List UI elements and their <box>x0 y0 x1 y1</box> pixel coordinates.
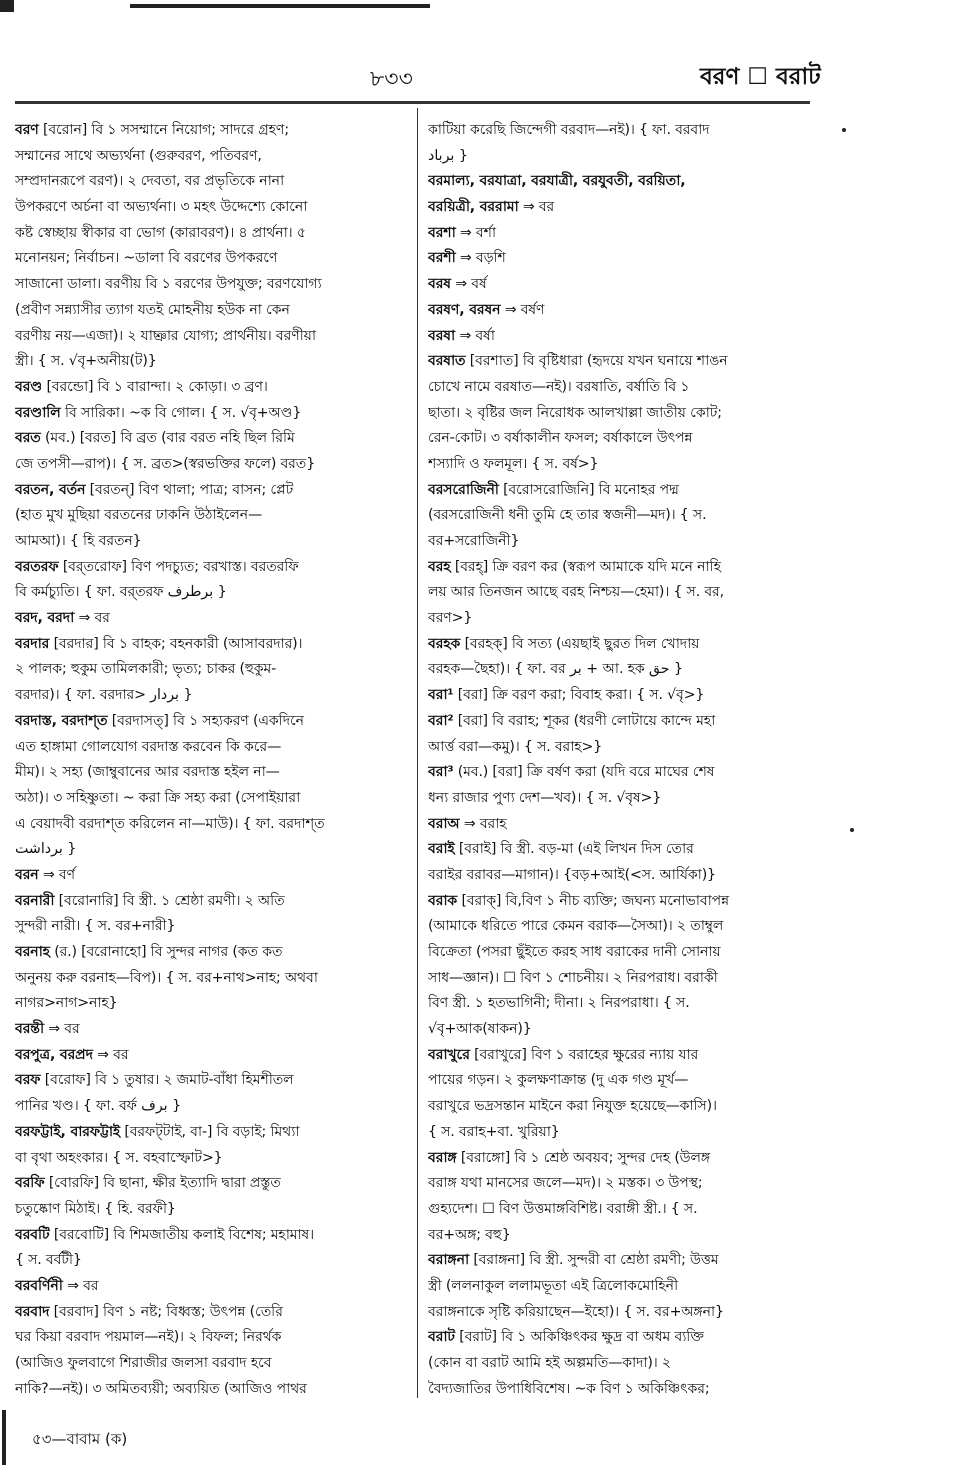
entry-line <box>15 632 413 658</box>
headword: বরষা <box>428 327 456 344</box>
definition-line <box>15 169 413 195</box>
definition-line <box>15 144 413 170</box>
definition-text: রেন-কোট। ৩ বর্ষাকালীন ফসল; বর্ষাকালে উৎপন্ন <box>428 430 693 447</box>
definition-text: (আজিও ফুলবাগে শিরাজীর জলসা বরবাদ হবে <box>15 1355 272 1371</box>
left-column <box>15 118 413 1402</box>
guide-words: বরণ ☐ বরাট <box>700 64 821 90</box>
headword: বরহ <box>428 558 451 575</box>
scan-speck <box>842 128 846 132</box>
headword: বরা¹ <box>428 687 454 704</box>
definition-line <box>428 914 818 940</box>
entry-line <box>15 889 413 915</box>
headword: বরফ <box>15 1072 41 1089</box>
headword: বরবাদ <box>15 1303 50 1320</box>
definition-text: ⇒ বর্ষ <box>450 276 487 293</box>
headword: বরফট্টাই, বারফট্টাই <box>15 1123 121 1140</box>
definition-line <box>15 503 413 529</box>
definition-line <box>428 452 818 478</box>
definition-text: ⇒ বরাহ <box>459 815 507 832</box>
entry-line <box>428 760 818 786</box>
definition-line <box>428 991 818 1017</box>
definition-line <box>428 966 818 992</box>
definition-line <box>428 580 818 606</box>
definition-text: বা বৃথা অহংকার। { স. বহবাস্ফোট>} <box>15 1149 223 1166</box>
definition-text: সাধ—জ্ঞান)। ☐ বিণ ১ শোচনীয়। ২ নিরপরাধ। বরাকী <box>428 969 718 986</box>
definition-text: ⇒ বর <box>43 1021 80 1038</box>
entry-line <box>428 349 818 375</box>
definition-text: (মব.) [বরত] বি ব্রত (বার বরত নহি ছিল রিমি <box>40 430 295 447</box>
definition-line <box>428 1197 818 1223</box>
definition-line <box>15 991 413 1017</box>
headword: বরষ <box>428 276 451 293</box>
entry-line <box>15 709 413 735</box>
entry-line <box>15 1274 413 1300</box>
entry-line <box>15 401 413 427</box>
entry-line <box>428 1325 818 1351</box>
definition-text: বরাখুরে ভদ্রসন্তান মাইনে করা নিযুক্ত হয়েছে—কাসি)। <box>428 1098 717 1115</box>
definition-text: বর+সরোজিনী} <box>428 533 520 549</box>
headword: বরহক <box>428 635 461 652</box>
entry-line <box>428 683 818 709</box>
definition-text: স্ত্রী (ললনাকুল ললামভূতা এই ত্রিলোকমোহিনী <box>428 1277 678 1294</box>
headword: বরা² <box>428 712 454 729</box>
definition-line <box>428 1351 818 1377</box>
definition-line <box>15 195 413 221</box>
entry-line <box>15 118 413 144</box>
definition-line <box>15 657 413 683</box>
definition-text: [বরোনারি] বি স্ত্রী. ১ শ্রেষ্ঠা রমণী। ২ অতি <box>54 892 285 909</box>
entry-line <box>428 1043 818 1069</box>
definition-text: বরণীয় নয়—এজা)। ২ যাচ্ঞার যোগ্য; প্রার্থনীয়। বরণীয়া <box>15 327 316 344</box>
definition-text: (বরসরোজিনী ধনী তুমি হে তার স্বজনী—মদ)। { স. <box>428 507 707 524</box>
entry-line <box>428 272 818 298</box>
definition-text: ⇒ বর্ণ <box>38 866 75 883</box>
definition-text: [বরা] বি বরাহ; শূকর (ধরণী লোটায়ে কান্দে মহা <box>453 712 716 729</box>
entry-line <box>428 298 818 324</box>
definition-text: উপকরণে অর্চনা বা অভ্যর্থনা। ৩ মহৎ উদ্দেশ্যে কোনো <box>15 199 308 216</box>
definition-text: অনুনয় করু বরনাহ—বিপ)। { স. বর+নাথ>নাহ; অথবা <box>15 969 318 986</box>
definition-text: (আমাকে ধরিতে পারে কেমন বরাক—সৈআ)। ২ তাম্বুল <box>428 918 724 935</box>
definition-line <box>15 1248 413 1274</box>
definition-text: সম্প্রদানরূপে বরণ)। ২ দেবতা, বর প্রভৃতিকে নানা <box>15 173 285 190</box>
definition-text: বরহক—ছৈহা)। { ফা. বর بر + আ. হক حق } <box>428 661 683 678</box>
definition-text: স্ত্রী। { স. √বৃ+অনীয়(ট)} <box>15 353 157 370</box>
definition-text: বরাঙ্গ যথা মানসের জলে—মদ)। ২ মস্তক। ৩ উপস্থ; <box>428 1175 703 1192</box>
headword: বরবটি <box>15 1226 50 1243</box>
definition-line <box>428 735 818 761</box>
definition-text: বরদার)। { ফা. বরদার> بردار } <box>15 687 193 704</box>
headword: বরাই <box>428 841 455 858</box>
definition-text: [বরতন্] বিণ থালা; পাত্র; বাসন; প্লেট <box>85 481 294 498</box>
entry-line <box>428 1146 818 1172</box>
definition-text: [বরাক্] বি,বিণ ১ নীচ ব্যক্তি; জঘন্য মনোভাবাপন্ন <box>457 892 729 909</box>
definition-line <box>428 401 818 427</box>
definition-text: বি কর্মচ্যুতি। { ফা. বর্‌তরফ برطرف } <box>15 584 227 601</box>
definition-line <box>428 144 818 170</box>
entry-line <box>428 324 818 350</box>
definition-text: মনোনয়ন; নির্বাচন। ~ডালা বি বরণের উপকরণে <box>15 250 278 267</box>
definition-text: [বর্‌তরোফ] বিণ পদচ্যুত; বরখাস্ত। বরতরফি <box>58 558 299 575</box>
headword: বরাঙ্গনা <box>428 1252 470 1269</box>
definition-text: [বরাখুরে] বিণ ১ বরাহের ক্ষুরের ন্যায় যার <box>469 1046 699 1063</box>
definition-text: পায়ের গড়ন। ২ কুলক্ষণাক্রান্ত (দু এক গণ্ড মূর্খ— <box>428 1072 689 1089</box>
definition-text: (হাত মুখ মুছিয়া বরতনের ঢাকনি উঠাইলেন— <box>15 507 263 524</box>
definition-text: এত হাঙ্গামা গোলযোগ বরদাস্ত করবেন কি করে— <box>15 738 282 755</box>
definition-line <box>15 452 413 478</box>
definition-line <box>428 863 818 889</box>
headword: বরফি <box>15 1175 45 1192</box>
definition-text: [বরদার] বি ১ বাহক; বহনকারী (আসাবরদার)। <box>49 635 303 652</box>
headword: বরত <box>15 430 41 447</box>
definition-text: ⇒ বর <box>74 610 110 627</box>
definition-text: برباد } <box>428 147 468 164</box>
definition-text: [বরাট] বি ১ অকিঞ্চিৎকর ক্ষুদ্র বা অধম ব্যক্তি <box>454 1329 704 1346</box>
definition-line <box>428 940 818 966</box>
definition-text: সাজানো ডালা। বরণীয় বি ১ বরণের উপযুক্ত; বরণযোগ্য <box>15 276 322 293</box>
definition-line <box>15 812 413 838</box>
entry-line <box>15 1120 413 1146</box>
definition-text: ⇒ বর <box>92 1046 129 1063</box>
definition-text: ধন্য রাজার পুণ্য দেশ—খব)। { স. √বৃষ>} <box>428 789 662 806</box>
headword: বরণ্ড <box>15 378 43 395</box>
definition-text: [বোরফি] বি ছানা, ক্ষীর ইত্যাদি দ্বারা প্রস্তুত <box>44 1175 281 1192</box>
definition-text: ⇒ বর্শা <box>455 224 496 241</box>
entry-line <box>428 246 818 272</box>
definition-text: আমআ)। { হি বরতন} <box>15 533 142 549</box>
definition-text: চোখে নামে বরষাত—নই)। বরষাতি, বর্ষাতি বি ১ <box>428 378 690 395</box>
entry-line <box>15 1171 413 1197</box>
definition-text: ⇒ বড়শি <box>455 250 506 267</box>
entry-line <box>15 426 413 452</box>
definition-line <box>15 298 413 324</box>
definition-line <box>15 735 413 761</box>
definition-text: জে তপসী—রাপ)। { স. ব্রত>(স্বরভক্তির ফলে) বরত} <box>15 455 316 472</box>
definition-line <box>428 1223 818 1249</box>
definition-line <box>15 1094 413 1120</box>
headword: বরনাহ <box>15 944 50 960</box>
definition-text: ⇒ বর <box>518 199 555 216</box>
definition-text: [বরাই] বি স্ত্রী. বড়-মা (এই লিখন দিস তোর <box>454 841 694 858</box>
definition-text: মীম)। ২ সহ্য (জাম্বুবানের আর বরদাস্ত হইল না— <box>15 764 280 781</box>
entry-line <box>428 709 818 735</box>
definition-line <box>428 1377 818 1403</box>
definition-text: { স. বর্বটী} <box>15 1252 82 1269</box>
headword: বরতন, বর্তন <box>15 481 86 498</box>
definition-line <box>428 786 818 812</box>
definition-text: ২ পালক; হুকুম তামিলকারী; ভৃত্য; চাকর (হুকুম- <box>15 661 277 678</box>
definition-text: [বরবোটি] বি শিমজাতীয় কলাই বিশেষ; মহামাষ। <box>49 1226 315 1243</box>
definition-text: নাকি?—নই)। ৩ অমিতব্যয়ী; অব্যয়িত (আজিও পাথর <box>15 1380 307 1397</box>
headword: বরাঅ <box>428 815 460 832</box>
headword: বরাক <box>428 892 458 909</box>
headword: বরপুত্র, বরপ্রদ <box>15 1046 93 1063</box>
definition-line <box>15 272 413 298</box>
definition-text: (প্রবীণ সন্ন্যাসীর ত্যাগ যতই মোহনীয় হউক না কেন <box>15 301 290 318</box>
entry-line <box>428 221 818 247</box>
definition-line <box>15 914 413 940</box>
entry-line <box>428 837 818 863</box>
definition-line <box>428 606 818 632</box>
scan-speck <box>850 828 854 832</box>
headword: বরদার <box>15 635 50 652</box>
entry-line <box>428 478 818 504</box>
definition-line <box>15 760 413 786</box>
definition-text: সুন্দরী নারী। { স. বর+নারী} <box>15 918 176 935</box>
definition-line <box>15 1146 413 1172</box>
headword: বরষাত <box>428 353 466 370</box>
definition-text: বৈদ্যজাতির উপাধিবিশেষ। ~ক বিণ ১ অকিঞ্চিৎকর; <box>428 1380 710 1397</box>
definition-text: [বরহক্] বি সত্য (এয়ছাই ছুরত দিল খোদায় <box>460 635 700 652</box>
definition-text: (মব.) [বরা] ক্রি বর্ষণ করা (যদি বরে মাঘের শেষ <box>453 764 715 781</box>
definition-line <box>428 426 818 452</box>
definition-line <box>428 1017 818 1043</box>
headword: বরসরোজিনী <box>428 481 499 498</box>
definition-text: [বরন্ডো] বি ১ বারান্দা। ২ কোড়া। ৩ ব্রণ। <box>42 378 268 395</box>
headword: বরণ্ডালি <box>15 404 61 421</box>
definition-line <box>15 683 413 709</box>
headword: বরাঙ্গ <box>428 1149 457 1166</box>
definition-text: [বরা] ক্রি বরণ করা; বিবাহ করা। { স. √বৃ>} <box>453 687 705 704</box>
headword: বরশী <box>428 250 456 267</box>
definition-text: গুহ্যদেশ। ☐ বিণ উত্তমাঙ্গবিশিষ্ট। বরাঙ্গী স্ত্রী.। { স. <box>428 1200 698 1217</box>
definition-line <box>15 349 413 375</box>
definition-line <box>15 966 413 992</box>
entry-line <box>15 1223 413 1249</box>
definition-text: [বরোন] বি ১ সসম্মানে নিয়োগ; সাদরে গ্রহণ; <box>38 122 289 138</box>
definition-text: আর্ত্ত বরা—কমু)। { স. বরাহ>} <box>428 738 603 755</box>
headword: বরাখুরে <box>428 1046 470 1063</box>
headword: বরবর্ণিনী <box>15 1277 63 1294</box>
definition-text: বর+অঙ্গ; বহু} <box>428 1226 511 1243</box>
entry-line <box>428 889 818 915</box>
entry-line <box>428 632 818 658</box>
headword: বরন <box>15 866 39 883</box>
definition-text: ছাতা। ২ বৃষ্টির জল নিরোধক আলখাল্লা জাতীয় কোট; <box>428 404 722 421</box>
definition-line <box>15 529 413 555</box>
definition-text: পানির খণ্ড। { ফা. বর্ফ برف } <box>15 1098 181 1115</box>
entry-line <box>15 478 413 504</box>
definition-text: বিণ স্ত্রী. ১ হতভাগিনী; দীনা। ২ নিরপরাধা। { স. <box>428 995 690 1012</box>
definition-line <box>15 837 413 863</box>
definition-text: برداشت } <box>15 841 77 858</box>
definition-text: [বরদাসত্] বি ১ সহ্যকরণ (একদিনে <box>107 712 304 729</box>
definition-text: কাটিয়া করেছি জিন্দেগী বরবাদ—নই)। { ফা. বরবাদ <box>428 122 710 138</box>
headword: বরদাস্ত, বরদাশ্‌ত <box>15 712 108 729</box>
definition-line <box>428 657 818 683</box>
definition-text: [বরোসরোজিনি] বি মনোহর পদ্ম <box>498 481 679 498</box>
definition-text: [বরশাত] বি বৃষ্টিধারা (হৃদয়ে যখন ঘনায়ে শাঙন <box>465 353 728 370</box>
definition-text: ঘর কিয়া বরবাদ পয়মাল—নই)। ২ বিফল; নিরর্থক <box>15 1329 282 1346</box>
entry-line <box>15 940 413 966</box>
definition-text: বরাঙ্গনাকে সৃষ্টি করিয়াছেন—ইহো)। { স. বর+অঙ্গনা} <box>428 1303 724 1320</box>
headword: বরয়িত্রী, বররামা <box>428 199 519 216</box>
definition-line <box>15 246 413 272</box>
headword: বরাট <box>428 1329 455 1346</box>
definition-line <box>15 221 413 247</box>
top-scan-rule <box>130 4 430 8</box>
entry-line <box>428 812 818 838</box>
definition-text: [বরাঙ্গনা] বি স্ত্রী. সুন্দরী বা শ্রেষ্ঠা রমণী; উত্তম <box>469 1252 719 1269</box>
definition-line <box>428 1274 818 1300</box>
headword: বরদ, বরদা <box>15 610 75 627</box>
definition-line <box>15 1197 413 1223</box>
definition-line <box>15 1325 413 1351</box>
entry-line <box>15 1068 413 1094</box>
definition-text: [বরবাদ] বিণ ১ নষ্ট; বিধ্বস্ত; উৎপন্ন (তেরি <box>49 1303 283 1320</box>
definition-line <box>15 1351 413 1377</box>
header-rule <box>15 101 810 104</box>
entry-line <box>15 863 413 889</box>
definition-line <box>428 1094 818 1120</box>
definition-text: চতুষ্কোণ মিঠাই। { হি. বরফী} <box>15 1200 176 1217</box>
entry-line <box>15 1300 413 1326</box>
definition-text: বরণ>} <box>428 610 473 627</box>
definition-line <box>428 1300 818 1326</box>
definition-text: (কোন বা বরাট আমি হই অল্পমতি—কাদা)। ২ <box>428 1355 671 1371</box>
definition-text: কষ্ট স্বেচ্ছায় স্বীকার বা ভোগ (কারাবরণ)। ৪ প্রার্থনা। ৫ <box>15 224 306 241</box>
definition-line <box>15 580 413 606</box>
definition-text: এ বেয়াদবী বরদাশ্‌ত করিলেন না—মাউ)। { ফা. বরদাশ্‌ত <box>15 815 325 832</box>
definition-text: ⇒ বর্ষণ <box>500 301 545 318</box>
definition-text: সম্মানের সাথে অভ্যর্থনা (গুরুবরণ, পতিবরণ, <box>15 147 262 164</box>
entry-line <box>15 1017 413 1043</box>
definition-line <box>15 324 413 350</box>
entry-line <box>428 555 818 581</box>
headword: বরষণ, বরষন <box>428 301 501 318</box>
definition-text: √বৃ+আক(ষাকন)} <box>428 1021 532 1038</box>
definition-text: শস্যাদি ও ফলমূল। { স. বর্ষ>} <box>428 455 599 472</box>
entry-line <box>15 1043 413 1069</box>
entry-line <box>15 606 413 632</box>
definition-line <box>428 503 818 529</box>
headword: বরণ <box>15 122 39 138</box>
definition-line <box>15 1377 413 1403</box>
definition-text: ⇒ বর <box>62 1277 99 1294</box>
definition-line <box>428 375 818 401</box>
headword: বরতরফ <box>15 558 59 575</box>
definition-text: { স. বরাহ+বা. খুরিয়া} <box>428 1123 560 1140</box>
definition-text: [বরোফ] বি ১ তুষার। ২ জমাট-বাঁধা হিমশীতল <box>40 1072 294 1089</box>
definition-text: [বরাঙ্গো] বি ১ শ্রেষ্ঠ অবয়ব; সুন্দর দেহ (উলঙ্গ <box>456 1149 711 1166</box>
definition-text: লয় আর তিনজন আছে বরহ নিশ্চয়—হেমা)। { স. বর, <box>428 584 724 601</box>
footer-scan-mark <box>2 1410 6 1465</box>
definition-line <box>428 529 818 555</box>
headword: বরন্তী <box>15 1021 44 1038</box>
definition-line <box>428 118 818 144</box>
headword: বরনারী <box>15 892 55 909</box>
entry-line <box>428 169 818 195</box>
definition-text: [বরফট্‌টাই, বা-] বি বড়াই; মিথ্যা <box>120 1123 300 1140</box>
page-number: ৮৩৩ <box>370 67 413 92</box>
definition-text: ⇒ বর্ষা <box>455 327 495 344</box>
definition-text: বরাইর বরাবর—মাগান)। {বড়+আই(<স. আর্যিকা)} <box>428 866 716 883</box>
definition-text: [বরহ্] ক্রি বরণ কর (স্বরূপ আমাকে যদি মনে নাহি <box>450 558 721 575</box>
footer-signature: ৫৩—বাবাম (ক) <box>32 1430 128 1448</box>
definition-line <box>428 1171 818 1197</box>
definition-text: (র.) [বরোনাহো] বি সুন্দর নাগর (কত কত <box>49 944 283 960</box>
right-column <box>428 118 818 1402</box>
column-divider <box>417 108 418 1398</box>
definition-line <box>15 786 413 812</box>
definition-text: বিক্রেতা (পসরা ছুঁইতে করহ সাধ বরাকের দানী সোনায় <box>428 944 721 960</box>
entry-line <box>428 195 818 221</box>
definition-line <box>428 1120 818 1146</box>
entry-line <box>15 555 413 581</box>
scan-mark <box>0 0 14 12</box>
headword: বরমাল্য, বরযাত্রা, বরযাত্রী, বরযুবতী, বরয়িতা, <box>428 173 686 190</box>
definition-line <box>428 1068 818 1094</box>
headword: বরা³ <box>428 764 454 781</box>
entry-line <box>428 1248 818 1274</box>
definition-text: নাগর>নাগ>নাহ} <box>15 995 118 1012</box>
definition-text: অঠা)। ৩ সহিষ্ণুতা। ~ করা ক্রি সহ্য করা (সেপাইয়ারা <box>15 789 301 806</box>
headword: বরশা <box>428 224 456 241</box>
entry-line <box>15 375 413 401</box>
definition-text: বি সারিকা। ~ক বি গোল। { স. √বৃ+অণ্ড} <box>60 404 302 421</box>
